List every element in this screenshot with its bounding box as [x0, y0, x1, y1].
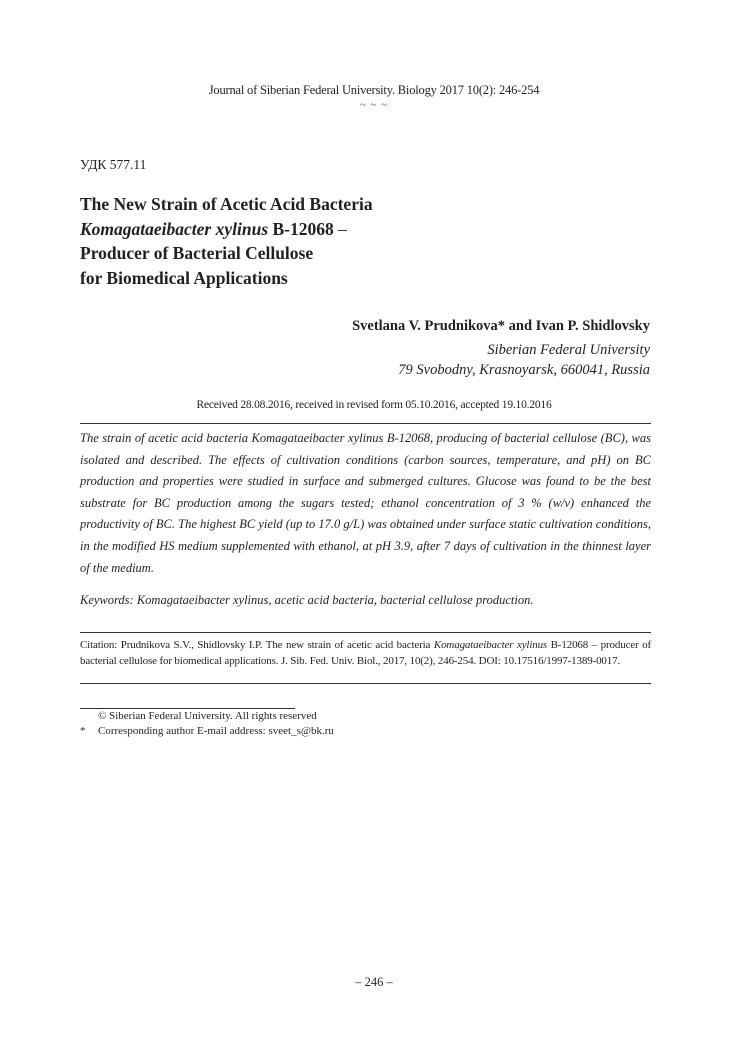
- header-ornament: ~ ~ ~: [359, 99, 389, 111]
- footnote-mark: *: [80, 725, 86, 737]
- footnote-text: Corresponding author E-mail address: sveet_s@bk.ru: [98, 725, 334, 737]
- authors: Svetlana V. Prudnikova* and Ivan P. Shidlovsky: [352, 318, 650, 334]
- divider-citation-top: [80, 632, 651, 633]
- divider-top: [80, 423, 651, 424]
- affiliation-name: Siberian Federal University: [487, 342, 650, 358]
- affiliation-address: 79 Svobodny, Krasnoyarsk, 660041, Russia: [398, 362, 650, 378]
- citation-after: B-12068 – producer of bacterial cellulose for biomedical applications. J. Sib. Fed. Univ. Biol., 2017, 10(2), 246-254. DOI: 10.17516/1997-1389-0017.: [80, 639, 651, 667]
- citation-species: Komagataeibacter xylinus: [433, 639, 548, 651]
- udk-code: УДК 577.11: [80, 157, 147, 172]
- title-dash: –: [333, 218, 347, 239]
- footnote-rule: [80, 708, 295, 709]
- abstract: The strain of acetic acid bacteria Komagataeibacter xylinus B-12068, producing of bacterial cellulose (BC), was isolated and described. The effects of cultivation conditions (carbon sources, temperature, and pH) on BC production and properties were studied in surface and submerged cultures. Glucose was found to be the best substrate for BC production among the sugars tested; ethanol concentration of 3 % (w/v) enhanced the productivity of BC. The highest BC yield (up to 17.0 g/L) was obtained under surface static cultivation conditions, in the modified HS medium supplemented with ethanol, at pH 3.9, after 7 days of cultivation in the thinnest layer of the medium.: [80, 431, 652, 575]
- page-number: – 246 –: [355, 975, 393, 989]
- citation: [80, 638, 651, 669]
- article-title: [80, 192, 640, 290]
- footnote-text: © Siberian Federal University. All rights reserved: [98, 710, 317, 722]
- title-species: Komagataeibacter xylinus: [80, 218, 269, 239]
- title-line-2: [80, 217, 640, 242]
- divider-citation-bottom: [80, 683, 651, 684]
- title-line-4: for Biomedical Applications: [80, 267, 288, 288]
- title-line-3: Producer of Bacterial Cellulose: [80, 243, 314, 263]
- received-dates: Received 28.08.2016, received in revised form 05.10.2016, accepted 19.10.2016: [196, 399, 552, 411]
- journal-header: Journal of Siberian Federal University. Biology 2017 10(2): 246-254: [208, 83, 540, 97]
- citation-before: Citation: Prudnikova S.V., Shidlovsky I.P. The new strain of acetic acid bacteria: [80, 639, 434, 651]
- title-line-1: The New Strain of Acetic Acid Bacteria: [80, 194, 373, 214]
- footnote-copyright: [80, 710, 480, 722]
- footnote-corresponding: [80, 725, 480, 737]
- title-strain: B-12068: [268, 218, 334, 239]
- keywords: Keywords: Komagataeibacter xylinus, acetic acid bacteria, bacterial cellulose production.: [80, 593, 534, 607]
